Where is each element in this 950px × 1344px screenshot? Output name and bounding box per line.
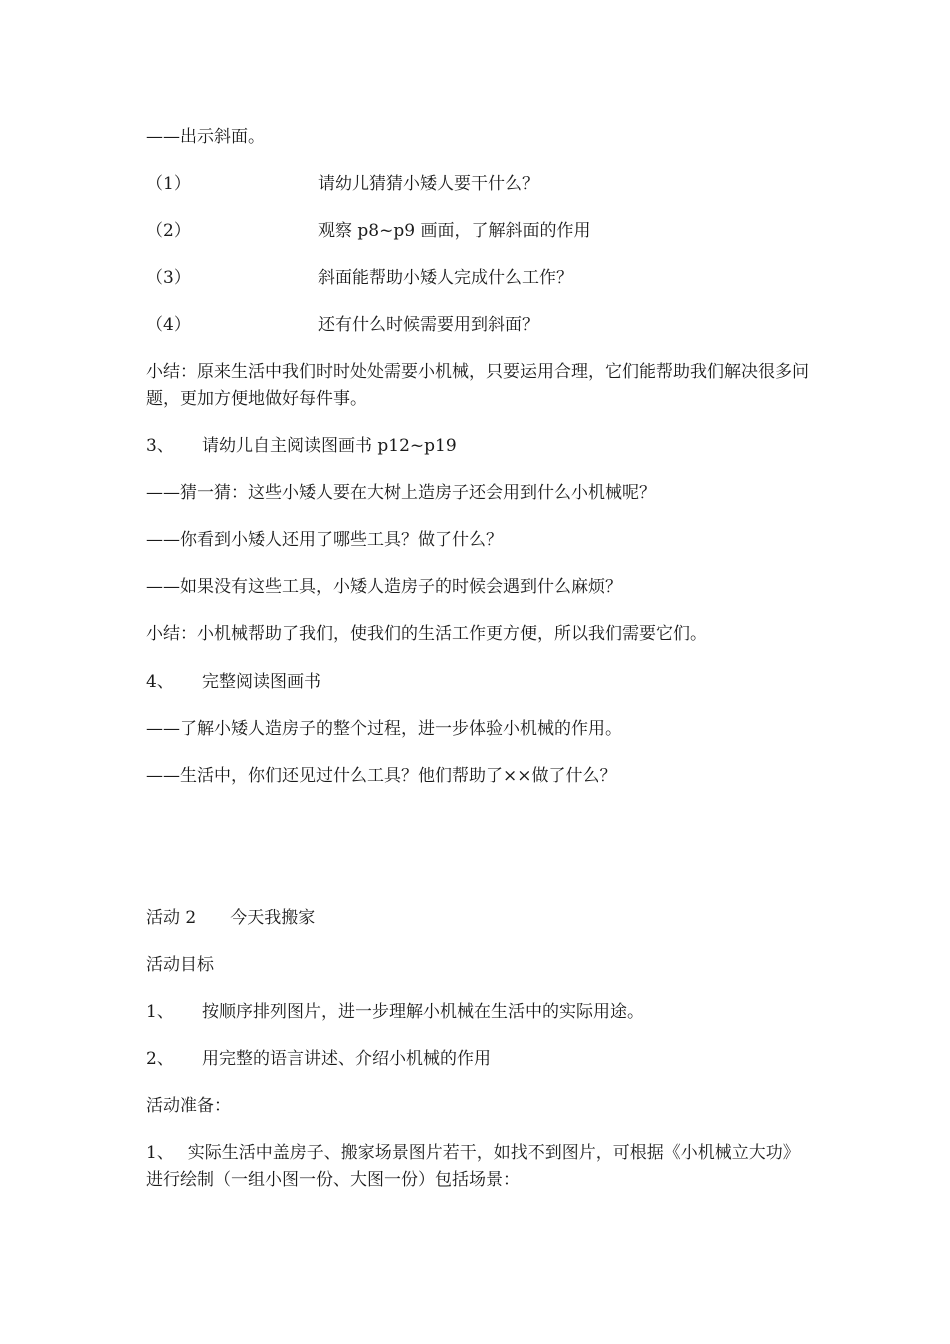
- activity-2-title: 活动 2 今天我搬家: [146, 908, 316, 928]
- question-2-text: 观察 p8~p9 画面，了解斜面的作用: [318, 221, 591, 241]
- intro-line: ——出示斜面。: [146, 127, 265, 147]
- prep-heading: 活动准备：: [146, 1096, 231, 1116]
- step-3-line-1: ——猜一猜：这些小矮人要在大树上造房子还会用到什么小机械呢？: [146, 483, 656, 503]
- goal-2-number: 2、: [146, 1049, 174, 1069]
- question-4-number: （4）: [146, 315, 191, 335]
- goal-2-text: 用完整的语言讲述、介绍小机械的作用: [202, 1049, 491, 1069]
- step-4-text: 完整阅读图画书: [202, 672, 321, 692]
- step-3-number: 3、: [146, 436, 174, 456]
- goal-1-text: 按顺序排列图片，进一步理解小机械在生活中的实际用途。: [202, 1002, 644, 1022]
- step-4-line-1: ——了解小矮人造房子的整个过程，进一步体验小机械的作用。: [146, 719, 622, 739]
- summary-2: 小结：小机械帮助了我们，使我们的生活工作更方便，所以我们需要它们。: [146, 624, 707, 644]
- goal-1-number: 1、: [146, 1002, 174, 1022]
- question-3-number: （3）: [146, 268, 191, 288]
- prep-item-1: 1、 实际生活中盖房子、搬家场景图片若干，如找不到图片，可根据《小机械立大功》进行绘制（一组小图一份、大图一份）包括场景：: [146, 1143, 800, 1190]
- step-4-line-2: ——生活中，你们还见过什么工具？他们帮助了××做了什么？: [146, 766, 617, 786]
- step-3-line-2: ——你看到小矮人还用了哪些工具？做了什么？: [146, 530, 503, 550]
- goals-heading: 活动目标: [146, 955, 214, 975]
- question-3-text: 斜面能帮助小矮人完成什么工作？: [318, 268, 573, 288]
- summary-1: 小结：原来生活中我们时时处处需要小机械，只要运用合理，它们能帮助我们解决很多问题，更加方便地做好每件事。: [146, 362, 809, 409]
- question-4-text: 还有什么时候需要用到斜面？: [318, 315, 539, 335]
- step-3-text: 请幼儿自主阅读图画书 p12~p19: [202, 436, 457, 456]
- step-3-line-3: ——如果没有这些工具，小矮人造房子的时候会遇到什么麻烦？: [146, 577, 622, 597]
- question-1-text: 请幼儿猜猜小矮人要干什么？: [318, 174, 539, 194]
- question-1-number: （1）: [146, 174, 191, 194]
- step-4-number: 4、: [146, 672, 174, 692]
- question-2-number: （2）: [146, 221, 191, 241]
